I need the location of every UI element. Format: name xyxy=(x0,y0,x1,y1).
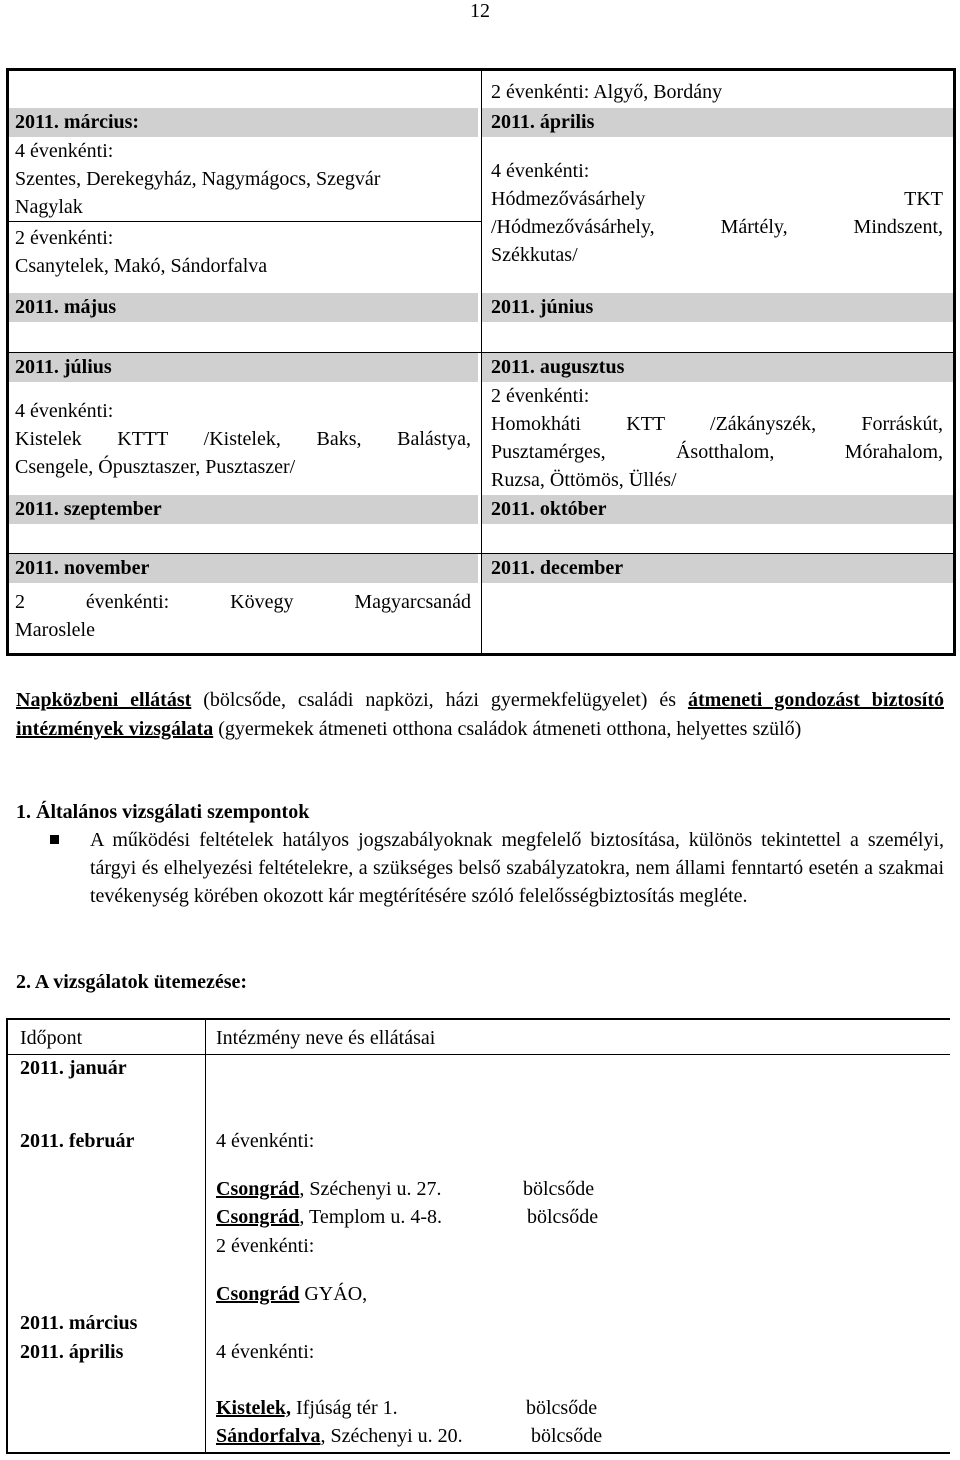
july-line3: Csengele, Ópusztaszer, Pusztaszer/ xyxy=(15,456,296,478)
napkozbeni-heading-1: Napközbeni ellátást xyxy=(16,689,192,711)
apr-item-2-city: Sándorfalva xyxy=(216,1425,321,1447)
april-line3: /Hódmezővásárhely, Mártély, Mindszent, xyxy=(491,216,943,238)
col-institution-header: Intézmény neve és ellátásai xyxy=(216,1027,436,1049)
august-line4: Ruzsa, Öttömös, Üllés/ xyxy=(491,469,677,491)
square-bullet-icon xyxy=(50,835,59,844)
feb-freq-2: 2 évenkénti: xyxy=(216,1235,315,1257)
jan-label: 2011. január xyxy=(20,1057,127,1079)
october-header: 2011. október xyxy=(482,495,953,524)
july-header: 2011. július xyxy=(9,353,478,382)
apr-item-1-type: bölcsőde xyxy=(526,1397,598,1419)
november-content xyxy=(15,588,471,644)
page-number: 12 xyxy=(470,0,490,22)
schedule-table-2011 xyxy=(6,68,956,656)
april-content xyxy=(491,157,943,269)
apr-item-1-city: Kistelek, xyxy=(216,1397,291,1419)
mar-label: 2011. március xyxy=(20,1312,138,1334)
schedule-table-2 xyxy=(6,1018,950,1454)
feb-item-2-city: Csongrád xyxy=(216,1206,300,1228)
feb-item-1 xyxy=(216,1175,442,1204)
november-line1: 2 évenkénti: Kövegy Magyarcsanád xyxy=(15,591,471,613)
feb-freq: 4 évenkénti: xyxy=(216,1130,315,1152)
napkozbeni-heading-2: átmeneti gondozást biztosító intézmények vizsgálata xyxy=(16,689,945,740)
section2-title: 2. A vizsgálatok ütemezése: xyxy=(16,971,248,993)
july-freq: 4 évenkénti: xyxy=(15,400,114,422)
feb-label: 2011. február xyxy=(20,1130,135,1152)
feb-item-3-rest: GYÁO, xyxy=(299,1283,368,1305)
november-header: 2011. november xyxy=(9,554,478,583)
december-header: 2011. december xyxy=(482,554,953,583)
feb-item-2-type: bölcsőde xyxy=(527,1206,599,1228)
april-freq: 4 évenkénti: xyxy=(491,160,590,182)
feb-item-1-city: Csongrád xyxy=(216,1178,300,1200)
march-content-2 xyxy=(15,224,475,280)
feb-item-3-city: Csongrád xyxy=(216,1283,300,1305)
august-line3: Pusztamérges, Ásotthalom, Mórahalom, xyxy=(491,441,943,463)
april-city: Hódmezővásárhely xyxy=(491,188,646,210)
feb-item-1-addr: , Széchenyi u. 27. xyxy=(299,1178,442,1200)
july-line2: Kistelek KTTT /Kistelek, Baks, Balástya, xyxy=(15,428,471,450)
apr-item-1-addr: Ifjúság tér 1. xyxy=(291,1397,398,1419)
april-line4: Székkutas/ xyxy=(491,244,578,266)
col-time-header: Időpont xyxy=(20,1027,83,1049)
march-cities-line2: Nagylak xyxy=(15,196,83,218)
row0-right-text: 2 évenkénti: Algyő, Bordány xyxy=(491,81,723,103)
apr-item-2 xyxy=(216,1422,463,1451)
march-cities-line: Szentes, Derekegyház, Nagymágocs, Szegvár xyxy=(15,168,381,190)
august-content xyxy=(491,382,943,494)
march-content xyxy=(15,137,475,221)
march-cities-2: Csanytelek, Makó, Sándorfalva xyxy=(15,255,268,277)
apr-label: 2011. április xyxy=(20,1341,124,1363)
november-line2: Maroslele xyxy=(15,619,95,641)
feb-item-2 xyxy=(216,1203,442,1232)
section1-bullet-text: A működési feltételek hatályos jogszabályoknak megfelelő biztosítása, különös tekintettel a személyi, tárgyi és elhelyezési feltételekre, a szükséges belső szabályzatokra, nem állami fenntartó esetén a szakmai tevékenység körében okozott kár megtérítésére szóló felelősségbiztosítás megléte. xyxy=(90,829,944,907)
august-header: 2011. augusztus xyxy=(482,353,953,382)
feb-item-1-type: bölcsőde xyxy=(523,1178,595,1200)
section1-title: 1. Általános vizsgálati szempontok xyxy=(16,801,310,823)
apr-freq: 4 évenkénti: xyxy=(216,1341,315,1363)
apr-item-1 xyxy=(216,1394,398,1423)
march-header: 2011. március: xyxy=(9,108,478,137)
july-content xyxy=(15,397,471,481)
napkozbeni-text-2: (gyermekek átmeneti otthona családok átmeneti otthona, helyettes szülő) xyxy=(213,718,802,740)
september-header: 2011. szeptember xyxy=(9,495,478,524)
apr-item-2-addr: , Széchenyi u. 20. xyxy=(320,1425,463,1447)
march-freq-4: 4 évenkénti: xyxy=(15,140,114,162)
april-line2 xyxy=(491,185,943,213)
napkozbeni-paragraph xyxy=(16,686,944,744)
march-freq-2: 2 évenkénti: xyxy=(15,227,114,249)
may-header: 2011. május xyxy=(9,293,478,322)
april-header: 2011. április xyxy=(482,108,953,137)
feb-item-2-addr: , Templom u. 4-8. xyxy=(299,1206,443,1228)
napkozbeni-text-1: (bölcsőde, családi napközi, házi gyermekfelügyelet) és xyxy=(191,689,688,711)
feb-item-3 xyxy=(216,1280,367,1309)
august-freq: 2 évenkénti: xyxy=(491,385,590,407)
april-tkt: TKT xyxy=(904,188,943,210)
june-header: 2011. június xyxy=(482,293,953,322)
august-line2: Homokháti KTT /Zákányszék, Forráskút, xyxy=(491,413,943,435)
apr-item-2-type: bölcsőde xyxy=(531,1425,603,1447)
